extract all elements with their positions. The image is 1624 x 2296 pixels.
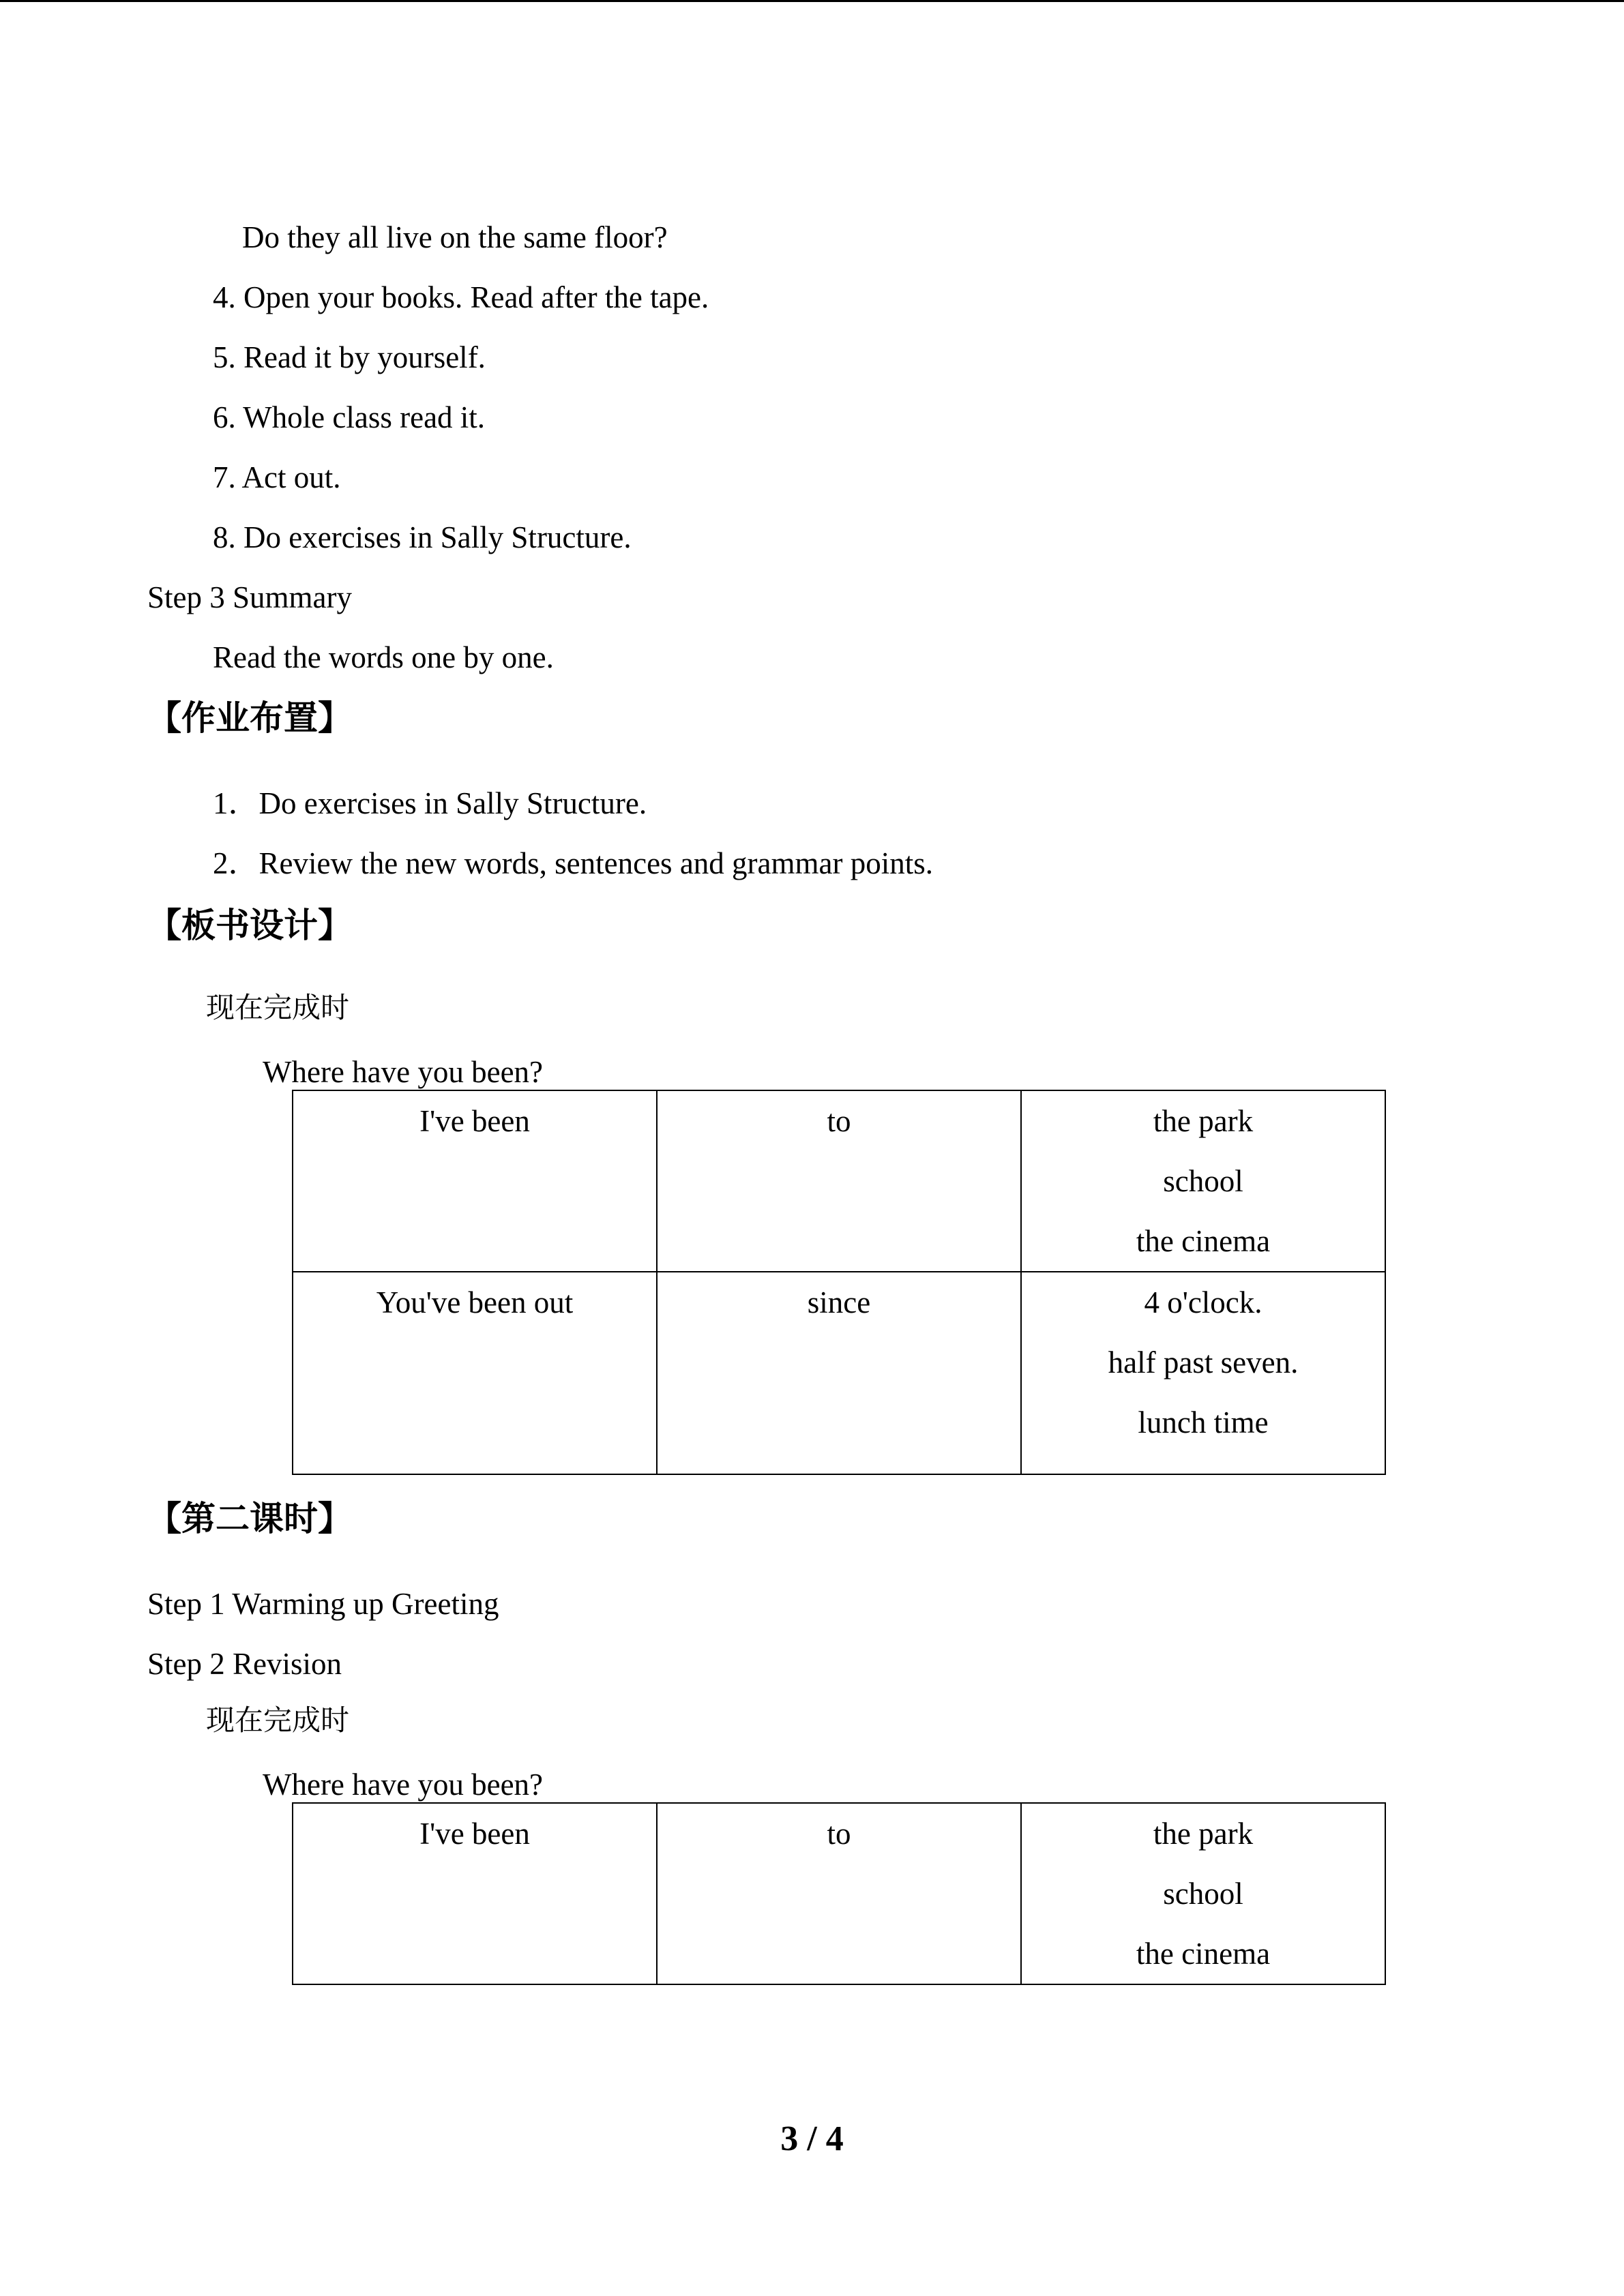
lesson2-table: [292, 1802, 1386, 1985]
page-number: 3 / 4: [780, 2119, 844, 2158]
step-item-4: 4. Open your books. Read after the tape.: [213, 280, 709, 314]
table-cell-subject: You've been out: [293, 1272, 657, 1474]
step-item-6: 6. Whole class read it.: [213, 400, 486, 434]
list-item: the cinema: [1136, 1937, 1271, 1971]
board-question: Where have you been?: [263, 1055, 544, 1089]
lesson2-step2: Step 2 Revision: [147, 1647, 342, 1681]
step-item-5: 5. Read it by yourself.: [213, 340, 486, 374]
list-item: lunch time: [1138, 1405, 1269, 1440]
step-item-8: 8. Do exercises in Sally Structure.: [213, 520, 632, 554]
table-row: [293, 1803, 1385, 1984]
table-cell-prep: to: [657, 1803, 1021, 1984]
list-item: the park: [1153, 1817, 1254, 1851]
table-row: [293, 1272, 1385, 1474]
table-cell-items: [1021, 1090, 1385, 1272]
step3-title: Step 3 Summary: [147, 580, 352, 614]
step3-text: Read the words one by one.: [213, 640, 554, 674]
question-line: Do they all live on the same floor?: [242, 220, 668, 254]
table-cell-prep: to: [657, 1090, 1021, 1272]
homework-heading: 【作业布置】: [147, 698, 352, 738]
table-cell-subject: I've been: [293, 1803, 657, 1984]
board-table: [292, 1090, 1386, 1475]
top-border: [0, 0, 1624, 2]
table-cell-items: [1021, 1803, 1385, 1984]
homework-item-2: 2．Review the new words, sentences and grammar points.: [213, 846, 933, 880]
step-item-7: 7. Act out.: [213, 460, 341, 494]
lesson2-step1: Step 1 Warming up Greeting: [147, 1587, 499, 1621]
lesson2-subtitle: 现在完成时: [206, 1703, 350, 1737]
table-cell-prep: since: [657, 1272, 1021, 1474]
list-item: half past seven.: [1108, 1345, 1299, 1380]
lesson2-question: Where have you been?: [263, 1768, 544, 1802]
table-cell-items: [1021, 1272, 1385, 1474]
homework-item-1: 1．Do exercises in Sally Structure.: [213, 786, 647, 820]
lesson2-heading: 【第二课时】: [147, 1499, 352, 1538]
list-item: school: [1163, 1877, 1243, 1911]
list-item: the cinema: [1136, 1224, 1271, 1258]
table-cell-subject: I've been: [293, 1090, 657, 1272]
list-item: 4 o'clock.: [1144, 1285, 1263, 1320]
board-subtitle: 现在完成时: [206, 991, 350, 1024]
list-item: the park: [1153, 1104, 1254, 1138]
list-item: school: [1163, 1164, 1243, 1198]
board-heading: 【板书设计】: [147, 906, 352, 945]
table-row: [293, 1090, 1385, 1272]
